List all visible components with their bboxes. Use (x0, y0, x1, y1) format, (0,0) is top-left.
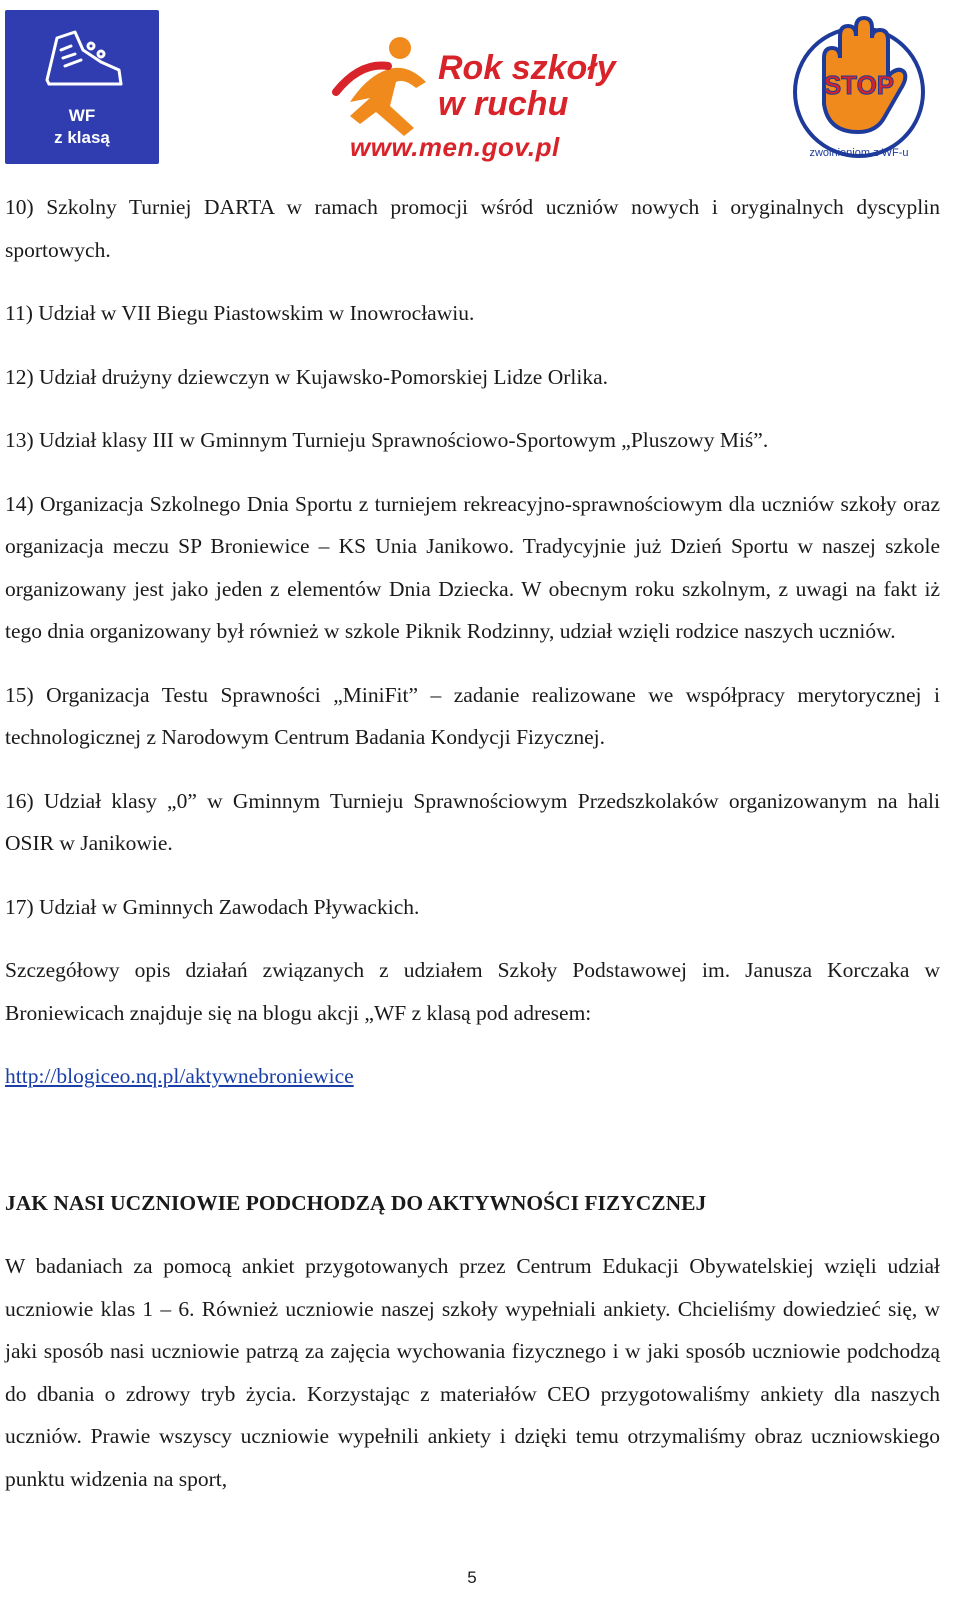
sneaker-icon (5, 10, 159, 110)
wf-logo-line2: z klasą (54, 128, 110, 147)
running-figure-icon (330, 32, 450, 142)
page-number: 5 (467, 1568, 477, 1587)
paragraph-survey: W badaniach za pomocą ankiet przygotowanych przez Centrum Edukacji Obywatelskiej wzięli udział uczniowie klas 1 – 6. Również uczniowie naszej szkoły wypełniali ankiety. Chcieliśmy dowiedzieć się, w jaki sposób nasi uczniowie patrzą za zajęcia wychowania fizycznego i w jaki sposób uczniowie podchodzą do dbania o zdrowy tryb życia. Korzystając z materiałów CEO przygotowaliśmy ankiety dla naszych uczniów. Prawie wszyscy uczniowie wypełnili ankiety i dzięki temu otrzymaliśmy obraz uczniowskiego punktu widzenia na sport, (5, 1254, 940, 1491)
wf-logo-line1: WF (68, 106, 96, 125)
paragraph-item-13: 13) Udział klasy III w Gminnym Turnieju Sprawnościowo-Sportowym „Pluszowy Miś”. (5, 428, 769, 452)
stop-hand-icon (788, 6, 930, 166)
document-body (5, 186, 940, 1521)
stop-zwolnieniom-logo (788, 6, 930, 166)
stop-text: STOP (823, 70, 895, 100)
wf-z-klasa-logo (5, 10, 159, 164)
rok-szkoly-w-ruchu-logo (330, 32, 630, 168)
rok-szkoly-title: Rok szkoły w ruchu (438, 49, 616, 123)
paragraph-blog-info: Szczegółowy opis działań związanych z udziałem Szkoły Podstawowej im. Janusza Korczaka w Broniewicach znajduje się na blogu akcji „WF z klasą pod adresem: (5, 958, 940, 1025)
paragraph-item-16: 16) Udział klasy „0” w Gminnym Turnieju Sprawnościowym Przedszkolaków organizowanym na hali OSIR w Janikowie. (5, 788, 940, 855)
paragraph-item-11: 11) Udział w VII Biegu Piastowskim w Inowrocławiu. (5, 301, 475, 325)
paragraph-item-12: 12) Udział drużyny dziewczyn w Kujawsko-Pomorskiej Lidze Orlika. (5, 364, 609, 389)
men-gov-url: www.men.gov.pl (350, 132, 560, 162)
paragraph-item-15: 15) Organizacja Testu Sprawności „MiniFit” – zadanie realizowane we współpracy merytorycznej i technologicznej z Narodowym Centrum Badania Kondycji Fizycznej. (5, 682, 940, 749)
paragraph-item-14: 14) Organizacja Szkolnego Dnia Sportu z turniejem rekreacyjno-sprawnościowym dla uczniów szkoły oraz organizacja meczu SP Broniewice – KS Unia Janikowo. Tradycyjnie już Dzień Sportu w naszej szkole organizowany jest jako jeden z elementów Dnia Dziecka. W obecnym roku szkolnym, z uwagi na fakt iż tego dnia organizowany był również w szkole Piknik Rodzinny, udział wzięli rodzice naszych uczniów. (5, 491, 940, 643)
stop-subtitle: zwolnieniom z WF-u (809, 147, 909, 159)
paragraph-item-10: 10) Szkolny Turniej DARTA w ramach promocji wśród uczniów nowych i oryginalnych dyscyplin sportowych. (5, 195, 940, 262)
paragraph-item-17: 17) Udział w Gminnych Zawodach Pływackich. (5, 894, 420, 919)
blog-link[interactable]: http://blogiceo.nq.pl/aktywnebroniewice (5, 1064, 354, 1088)
page-header (0, 0, 960, 180)
blog-link-paragraph (5, 1055, 940, 1098)
section-title: JAK NASI UCZNIOWIE PODCHODZĄ DO AKTYWNOŚCI FIZYCZNEJ (5, 1190, 707, 1215)
